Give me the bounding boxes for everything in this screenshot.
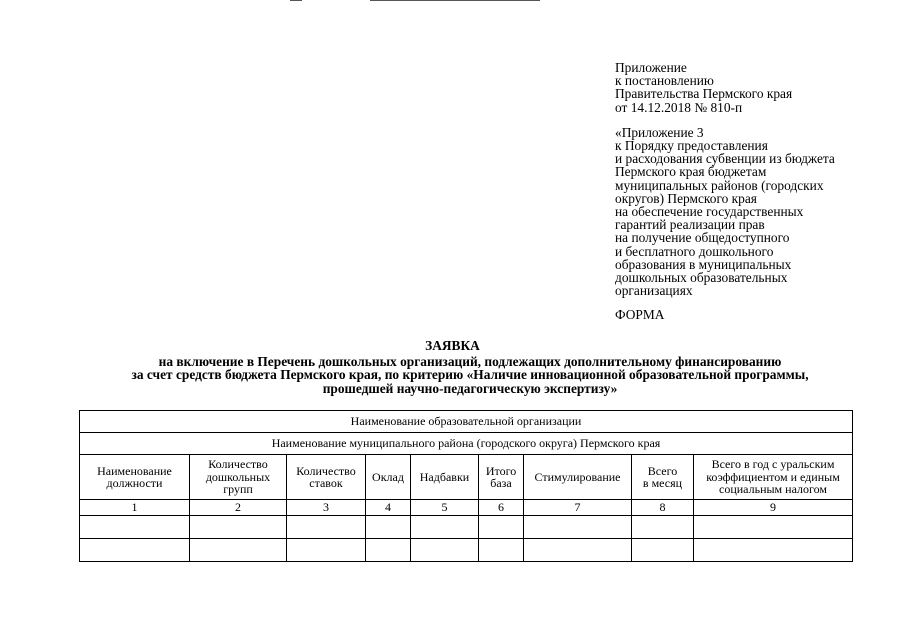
empty-cell xyxy=(80,516,190,539)
application-table xyxy=(79,410,853,562)
empty-cell xyxy=(694,539,853,562)
column-header xyxy=(287,455,366,500)
top-edge-line xyxy=(370,0,540,1)
column-header-line: Всего xyxy=(647,463,678,478)
empty-cell xyxy=(479,516,524,539)
column-number: 9 xyxy=(694,500,853,516)
empty-cell xyxy=(80,539,190,562)
document-title: ЗАЯВКА xyxy=(425,338,480,353)
column-header-line: дошкольных xyxy=(205,469,271,484)
appendix-line: округов) Пермского края xyxy=(615,190,757,206)
column-header-line: Надбавки xyxy=(419,469,470,484)
appendix-line: муниципальных районов (городских xyxy=(615,177,824,193)
column-number: 3 xyxy=(287,500,366,516)
column-number: 7 xyxy=(524,500,632,516)
appendix-line: дошкольных образовательных xyxy=(615,270,788,286)
top-edge-line xyxy=(290,0,302,1)
column-header-line: Итого xyxy=(485,463,517,478)
appendix-resolution-ref xyxy=(615,61,890,114)
column-number: 8 xyxy=(632,500,694,516)
appendix-line: от 14.12.2018 № 810-п xyxy=(615,99,743,115)
column-header xyxy=(411,455,479,500)
table-row xyxy=(80,516,853,539)
appendix-line: образования в муниципальных xyxy=(615,256,792,272)
column-header xyxy=(479,455,524,500)
appendix-line: Правительства Пермского края xyxy=(615,86,793,102)
column-header-line: Количество xyxy=(296,463,356,478)
appendix-line: Приложение xyxy=(615,60,687,75)
empty-cell xyxy=(411,539,479,562)
appendix-line: на обеспечение государственных xyxy=(615,204,804,220)
column-header-line: Всего в год с уральским xyxy=(711,457,835,472)
column-number: 2 xyxy=(190,500,287,516)
appendix-line: на получение общедоступного xyxy=(615,230,790,246)
appendix-line: к Порядку предоставления xyxy=(615,138,768,154)
subtitle-line: прошедшей научно-педагогическую экспертизу» xyxy=(322,380,618,396)
document-subtitle xyxy=(70,355,870,395)
empty-cell xyxy=(479,539,524,562)
empty-cell xyxy=(366,539,411,562)
column-number: 1 xyxy=(80,500,190,516)
column-header-line: база xyxy=(490,476,512,490)
column-header xyxy=(366,455,411,500)
column-header-line: Оклад xyxy=(372,469,404,484)
appendix-procedure-ref xyxy=(615,126,890,298)
subtitle-line: за счет средств бюджета Пермского края, по критерию «Наличие инновационной образовательной программы, xyxy=(131,367,809,383)
empty-cell xyxy=(524,516,632,539)
column-header xyxy=(524,455,632,500)
column-header xyxy=(80,455,190,500)
empty-cell xyxy=(694,516,853,539)
column-number: 4 xyxy=(366,500,411,516)
column-header-line: Количество xyxy=(208,457,268,472)
column-header xyxy=(190,455,287,500)
appendix-reference-block xyxy=(615,61,890,297)
empty-cell xyxy=(287,539,366,562)
appendix-line: к постановлению xyxy=(615,73,714,89)
column-header-line: в месяц xyxy=(642,476,683,490)
organization-name-row: Наименование образовательной организации xyxy=(80,411,853,433)
column-header-line: должности xyxy=(106,476,163,490)
empty-cell xyxy=(411,516,479,539)
appendix-line: и расходования субвенции из бюджета xyxy=(615,151,835,167)
table-row xyxy=(80,539,853,562)
appendix-line: и бесплатного дошкольного xyxy=(615,243,774,259)
column-header-line: ставок xyxy=(309,476,343,490)
empty-cell xyxy=(190,516,287,539)
empty-cell xyxy=(190,539,287,562)
empty-cell xyxy=(287,516,366,539)
subtitle-line: на включение в Перечень дошкольных организаций, подлежащих дополнительному финансированию xyxy=(158,354,782,369)
column-header-line: групп xyxy=(223,482,253,497)
column-header-line: коэффициентом и единым xyxy=(706,469,840,484)
appendix-line: гарантий реализации прав xyxy=(615,217,765,233)
appendix-line: Пермского края бюджетам xyxy=(615,164,767,180)
empty-cell xyxy=(524,539,632,562)
column-number: 6 xyxy=(479,500,524,516)
column-header-line: Наименование xyxy=(97,463,172,478)
column-number: 5 xyxy=(411,500,479,516)
column-header xyxy=(632,455,694,500)
appendix-line: организациях xyxy=(615,283,693,299)
empty-cell xyxy=(632,539,694,562)
column-header xyxy=(694,455,853,500)
column-header-line: социальным налогом xyxy=(719,482,827,497)
column-header-line: Стимулирование xyxy=(534,469,621,484)
empty-cell xyxy=(366,516,411,539)
empty-cell xyxy=(632,516,694,539)
municipality-name-row: Наименование муниципального района (городского округа) Пермского края xyxy=(80,433,853,455)
form-label: ФОРМА xyxy=(615,307,665,322)
appendix-line: «Приложение 3 xyxy=(615,124,704,140)
